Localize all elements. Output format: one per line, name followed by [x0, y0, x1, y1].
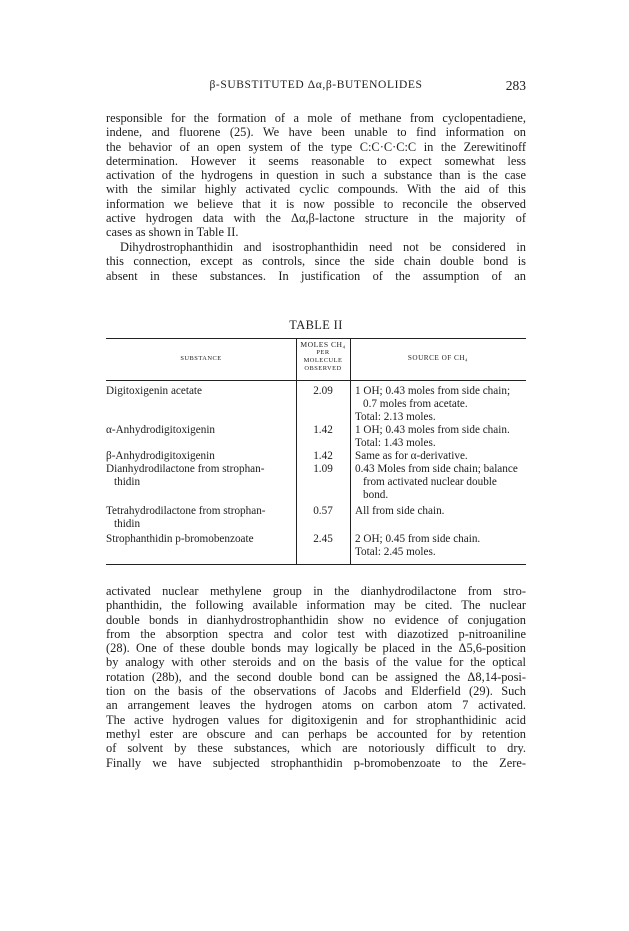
- table-row-source: [355, 463, 518, 502]
- text-line: with the similar highly activated cyclic compounds. With the aid of this: [106, 182, 526, 197]
- text-line: active hydrogen data with the Δα,β-lactone structure in the majority of: [106, 211, 526, 226]
- table-row-substance: [106, 463, 264, 489]
- text-line: activated nuclear methylene group in the dianhydrodilactone from stro-: [106, 584, 526, 598]
- text-line: this connection, except as controls, since the side chain double bond is: [106, 254, 526, 269]
- header-source: SOURCE OF CH₄: [407, 354, 469, 362]
- table-row-source: [355, 505, 444, 518]
- text-line: absent in these substances. In justification of the assumption of an: [106, 268, 526, 283]
- header-moles-line: PER: [316, 349, 330, 356]
- running-title: β-SUBSTITUTED Δα,β-BUTENOLIDES: [209, 79, 423, 91]
- table-row-source: [355, 385, 510, 424]
- header-moles-line: OBSERVED: [304, 365, 342, 372]
- text-line: (28). One of these double bonds may logically be placed in the Δ5,6-position: [106, 641, 526, 656]
- text-line: Finally we have subjected strophanthidin p-bromobenzoate to the Zere-: [106, 755, 526, 770]
- text-line: an arrangement leaves the hydrogen atoms on carbon atom 7 activated.: [106, 698, 526, 713]
- text-line: activation of the hydrogens in question in such a substance than is the case: [106, 168, 526, 183]
- header-moles-line: MOLES CH₄: [300, 340, 346, 349]
- text-line: Dihydrostrophanthidin and isostrophanthidin need not be considered in: [120, 240, 526, 254]
- table-top-rule: [106, 338, 526, 339]
- cell-line: Digitoxigenin acetate: [106, 385, 202, 397]
- page-number: 283: [505, 78, 526, 93]
- cell-line: Dianhydrodilactone from strophan-: [106, 463, 265, 475]
- table-row-substance: [106, 505, 266, 531]
- cell-line: thidin: [114, 518, 141, 530]
- text-line: indene, and fluorene (25). We have been unable to find information on: [106, 125, 526, 140]
- cell-line: 1 OH; 0.43 moles from side chain;: [355, 385, 511, 397]
- cell-line: Same as for α-derivative.: [355, 450, 468, 462]
- table-row-source: [355, 450, 468, 463]
- table-row-moles: 1.42: [313, 424, 333, 436]
- table-row-moles: 2.09: [313, 385, 333, 397]
- text-line: methyl ester are obscure and can perhaps be accounted for by retention: [106, 726, 526, 741]
- table-row-substance: [106, 424, 215, 437]
- table-row-moles: 0.57: [313, 505, 333, 517]
- table-row-substance: [106, 450, 215, 463]
- text-line: double bonds in dianhydrostrophanthidin show no evidence of conjugation: [106, 612, 526, 627]
- table-row-source: [355, 424, 510, 450]
- text-line: determination. However it seems reasonable to expect somewhat less: [106, 153, 526, 168]
- paragraph-second: [106, 240, 526, 283]
- paragraph-top: [106, 111, 526, 240]
- cell-line: α-Anhydrodigitoxigenin: [106, 424, 216, 436]
- text-line: information we believe that it is now possible to reconcile the observed: [106, 196, 526, 211]
- running-head: [106, 78, 526, 96]
- cell-line: All from side chain.: [355, 505, 445, 517]
- table-title: TABLE II: [289, 318, 343, 332]
- table-row-moles: 2.45: [313, 533, 333, 545]
- text-line: phanthidin, the following available information may be cited. The nuclear: [106, 598, 526, 613]
- cell-line: 2 OH; 0.45 from side chain.: [355, 533, 481, 545]
- cell-line: bond.: [363, 489, 389, 501]
- text-line: responsible for the formation of a mole of methane from cyclopentadiene,: [106, 111, 526, 125]
- cell-line: 0.43 Moles from side chain; balance: [355, 463, 518, 475]
- cell-line: β-Anhydrodigitoxigenin: [106, 450, 215, 462]
- table-row-moles: 1.09: [313, 463, 333, 475]
- cell-line: Total: 2.13 moles.: [355, 411, 436, 423]
- header-moles-line: MOLECULE: [303, 357, 343, 364]
- cell-line: 0.7 moles from acetate.: [363, 398, 468, 410]
- table-row-substance: [106, 533, 254, 546]
- cell-line: Total: 2.45 moles.: [355, 546, 436, 558]
- text-line: tion on the basis of the observations of Jacobs and Elderfield (29). Such: [106, 684, 526, 699]
- text-line: by analogy with other steroids and on the basis of the value for the optical: [106, 655, 526, 670]
- header-moles: [296, 341, 350, 373]
- text-line: The active hydrogen values for digitoxigenin and for strophanthidinic acid: [106, 712, 526, 727]
- cell-line: Total: 1.43 moles.: [355, 437, 436, 449]
- header-substance: SUBSTANCE: [180, 355, 222, 362]
- text-line: of solvent by these substances, which are notoriously difficult to dry.: [106, 741, 526, 756]
- table-row-moles: 1.42: [313, 450, 333, 462]
- table-header-rule: [106, 380, 526, 381]
- text-line: the behavior of an open system of the type C:C·C·C:C in the Zerewitinoff: [106, 139, 526, 154]
- cell-line: 1 OH; 0.43 moles from side chain.: [355, 424, 510, 436]
- cell-line: thidin: [114, 476, 141, 488]
- table-bottom-rule: [106, 564, 526, 565]
- cell-line: Tetrahydrodilactone from strophan-: [106, 505, 266, 517]
- paragraph-bottom: [106, 584, 526, 770]
- text-line: from the absorption spectra and color test with diazotized p-nitroaniline: [106, 626, 526, 641]
- text-line: cases as shown in Table II.: [106, 225, 239, 240]
- cell-line: from activated nuclear double: [363, 476, 497, 488]
- cell-line: Strophanthidin p-bromobenzoate: [106, 533, 254, 545]
- table-row-source: [355, 533, 480, 559]
- text-line: rotation (28b), and the second double bond can be assigned the Δ8,14-posi-: [106, 669, 526, 684]
- table-row-substance: [106, 385, 202, 398]
